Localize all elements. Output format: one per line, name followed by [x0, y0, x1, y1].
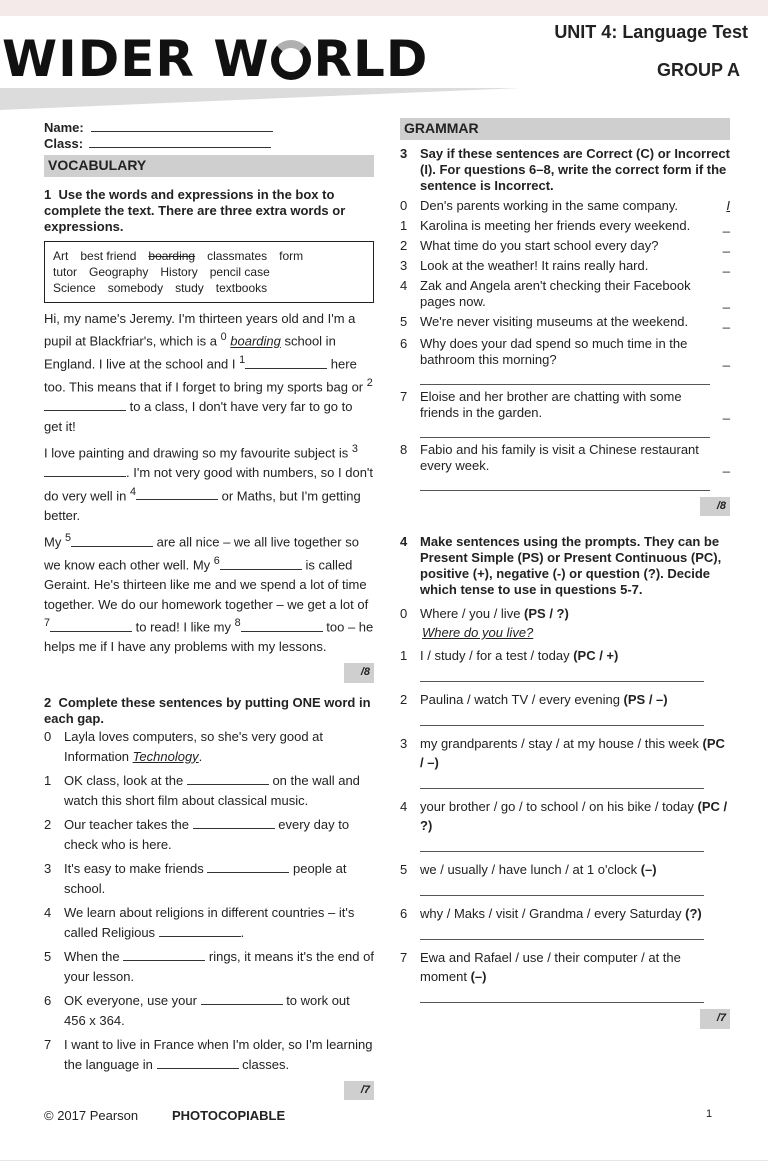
ex3-item: 6 Why does your dad spend so much time in the bathroom this morning? _	[400, 335, 730, 367]
grammar-heading: GRAMMAR	[400, 118, 730, 140]
ex2-gap-6[interactable]	[201, 992, 283, 1005]
gap-2[interactable]	[44, 398, 126, 411]
ex3-answer-1[interactable]: _	[722, 217, 730, 233]
ex2-gap-5[interactable]	[123, 948, 205, 961]
group-label: GROUP A	[656, 60, 740, 80]
ex3-correction-6[interactable]	[420, 370, 710, 385]
ex2-gap-3[interactable]	[207, 860, 289, 873]
exercise-1-score: /8	[344, 663, 374, 683]
ex4-answer-1[interactable]	[420, 667, 704, 682]
unit-title: UNIT 4: Language Test	[554, 22, 748, 42]
ex2-gap-2[interactable]	[193, 816, 275, 829]
right-column	[400, 118, 730, 1029]
ex4-answer-2[interactable]	[420, 711, 704, 726]
ex3-item: 5 We're never visiting museums at the weekend. _	[400, 313, 730, 329]
ex4-item: 4 your brother / go / to school / on his bike / today (PC / ?)	[400, 799, 728, 834]
name-field[interactable]: Name:	[44, 118, 374, 138]
ex3-item: 0 Den's parents working in the same company. I	[400, 197, 730, 213]
ex3-answer-8[interactable]: _	[722, 457, 730, 473]
ex4-answer-5[interactable]	[420, 881, 704, 896]
exercise-1-instruction: 1 Use the words and expressions in the box to complete the text. There are three extra words or expressions.	[44, 186, 346, 234]
ex4-item: 0 Where / you / live (PS / ?)	[400, 606, 569, 622]
ex4-example-answer: Where do you live?	[422, 625, 534, 641]
class-field[interactable]: Class:	[44, 134, 374, 154]
ex3-answer-2[interactable]: _	[722, 237, 730, 253]
ex2-item: 6 OK everyone, use your to work out 456 x 364.	[44, 992, 350, 1028]
photocopiable-label: PHOTOCOPIABLE	[172, 1108, 286, 1123]
bottom-divider	[0, 1160, 768, 1161]
ex2-item: 0 Layla loves computers, so she's very good at Information Technology.	[44, 728, 324, 764]
ex4-item: 6 why / Maks / visit / Grandma / every Saturday (?)	[400, 906, 702, 922]
exercise-3-score: /8	[700, 497, 730, 517]
header-swoosh	[0, 88, 520, 110]
vocabulary-heading: VOCABULARY	[44, 155, 374, 177]
word-box: Art best friend boarding classmates form tutor Geography History pencil case Science somebody study textbooks	[44, 241, 374, 303]
gap-8[interactable]	[241, 619, 323, 632]
ex3-answer-4[interactable]: _	[722, 293, 730, 309]
top-band	[0, 0, 768, 16]
ex3-item: 4 Zak and Angela aren't checking their Facebook pages now. _	[400, 277, 730, 309]
ex2-item: 3 It's easy to make friends people at school.	[44, 860, 347, 896]
ex2-gap-7[interactable]	[157, 1056, 239, 1069]
ex2-item: 1 OK class, look at the on the wall and watch this short film about classical music.	[44, 772, 360, 808]
ex2-gap-1[interactable]	[187, 772, 269, 785]
ex3-answer-3[interactable]: _	[722, 257, 730, 273]
ex4-answer-4[interactable]	[420, 837, 704, 852]
exercise-4-score: /7	[700, 1009, 730, 1029]
ex3-item: 7 Eloise and her brother are chatting with some friends in the garden. _	[400, 388, 730, 420]
gap-1[interactable]	[245, 356, 327, 369]
ex3-item: 8 Fabio and his family is visit a Chinese restaurant every week. _	[400, 441, 730, 473]
ex3-item: 2 What time do you start school every day? _	[400, 237, 730, 253]
ex3-item: 1 Karolina is meeting her friends every weekend. _	[400, 217, 730, 233]
ex4-item: 7 Ewa and Rafael / use / their computer / at the moment (–)	[400, 950, 681, 985]
gap-4[interactable]	[136, 487, 218, 500]
ex3-answer-5[interactable]: _	[722, 313, 730, 329]
ex3-answer-6[interactable]: _	[722, 351, 730, 367]
ex4-answer-7[interactable]	[420, 988, 704, 1003]
ex4-item: 1 I / study / for a test / today (PC / +)	[400, 648, 619, 664]
ex4-answer-6[interactable]	[420, 925, 704, 940]
ex2-item: 5 When the rings, it means it's the end of your lesson.	[44, 948, 374, 984]
ex3-correction-7[interactable]	[420, 423, 710, 438]
exercise-3-instruction: 3 Say if these sentences are Correct (C) or Incorrect (I). For questions 6–8, write the correct form if the sentence is Incorrect.	[400, 145, 730, 193]
passage-paragraph-2: I love painting and drawing so my favourite subject is $^3$. I'm not very good with numbers, so I don't do very well in $^4$ or Maths, but I'm getting better.	[44, 443, 374, 523]
wider-world-logo: WIDER W RLD	[2, 30, 429, 88]
ex2-gap-4[interactable]	[159, 924, 241, 937]
ex2-item: 7 I want to live in France when I'm older, so I'm learning the language in classes.	[44, 1036, 373, 1072]
passage-paragraph-3: My $^5$ are all nice – we all live together so we know each other well. My $^6$ is called Geraint. He's thirteen like me and we spend a lot of time together. We do our homework together – we get a lot of $^7$ to read! I like my $^8$ too – he helps me if I have any problems with my lessons.	[44, 532, 374, 655]
ex4-item: 3 my grandparents / stay / at my house / this week (PC / –)	[400, 736, 725, 771]
logo-o-icon	[271, 40, 311, 80]
ex4-item: 2 Paulina / watch TV / every evening (PS / –)	[400, 692, 668, 708]
gap-6[interactable]	[220, 557, 302, 570]
ex3-item: 3 Look at the weather! It rains really hard. _	[400, 257, 730, 273]
page-number: 1	[706, 1108, 713, 1120]
ex4-answer-3[interactable]	[420, 774, 704, 789]
ex2-item: 2 Our teacher takes the every day to check who is here.	[44, 816, 350, 852]
exercise-2-instruction: 2 Complete these sentences by putting ONE word in each gap.	[44, 694, 371, 726]
exercise-2-items	[44, 727, 374, 1075]
exercise-4-instruction: 4 Make sentences using the prompts. They can be Present Simple (PS) or Present Continuous (PC), positive (+), negative (-) or question (?). Decide which tense to use in questions 5-7.	[400, 534, 722, 598]
exercise-3-items	[400, 198, 730, 491]
gap-5[interactable]	[71, 534, 153, 547]
exercise-2-score: /7	[344, 1081, 374, 1101]
exercise-4-items	[400, 604, 730, 1003]
ex2-item: 4 We learn about religions in different countries – it's called Religious .	[44, 904, 355, 940]
ex3-answer-7[interactable]: _	[722, 404, 730, 420]
ex3-correction-8[interactable]	[420, 476, 710, 491]
passage-paragraph-1: Hi, my name's Jeremy. I'm thirteen years old and I'm a pupil at Blackfriar's, which is a $^0$ boarding school in England. I live at the school and I $^1$ here too. This means that if I forget to bring my sports bag or $^2$ to a class, I don't have very far to go to get it!	[44, 310, 373, 434]
gap-3[interactable]	[44, 464, 126, 477]
copyright: © 2017 Pearson	[44, 1108, 139, 1123]
left-column	[44, 118, 374, 1100]
gap-7[interactable]	[50, 619, 132, 632]
ex4-item: 5 we / usually / have lunch / at 1 o'clock (–)	[400, 862, 657, 878]
